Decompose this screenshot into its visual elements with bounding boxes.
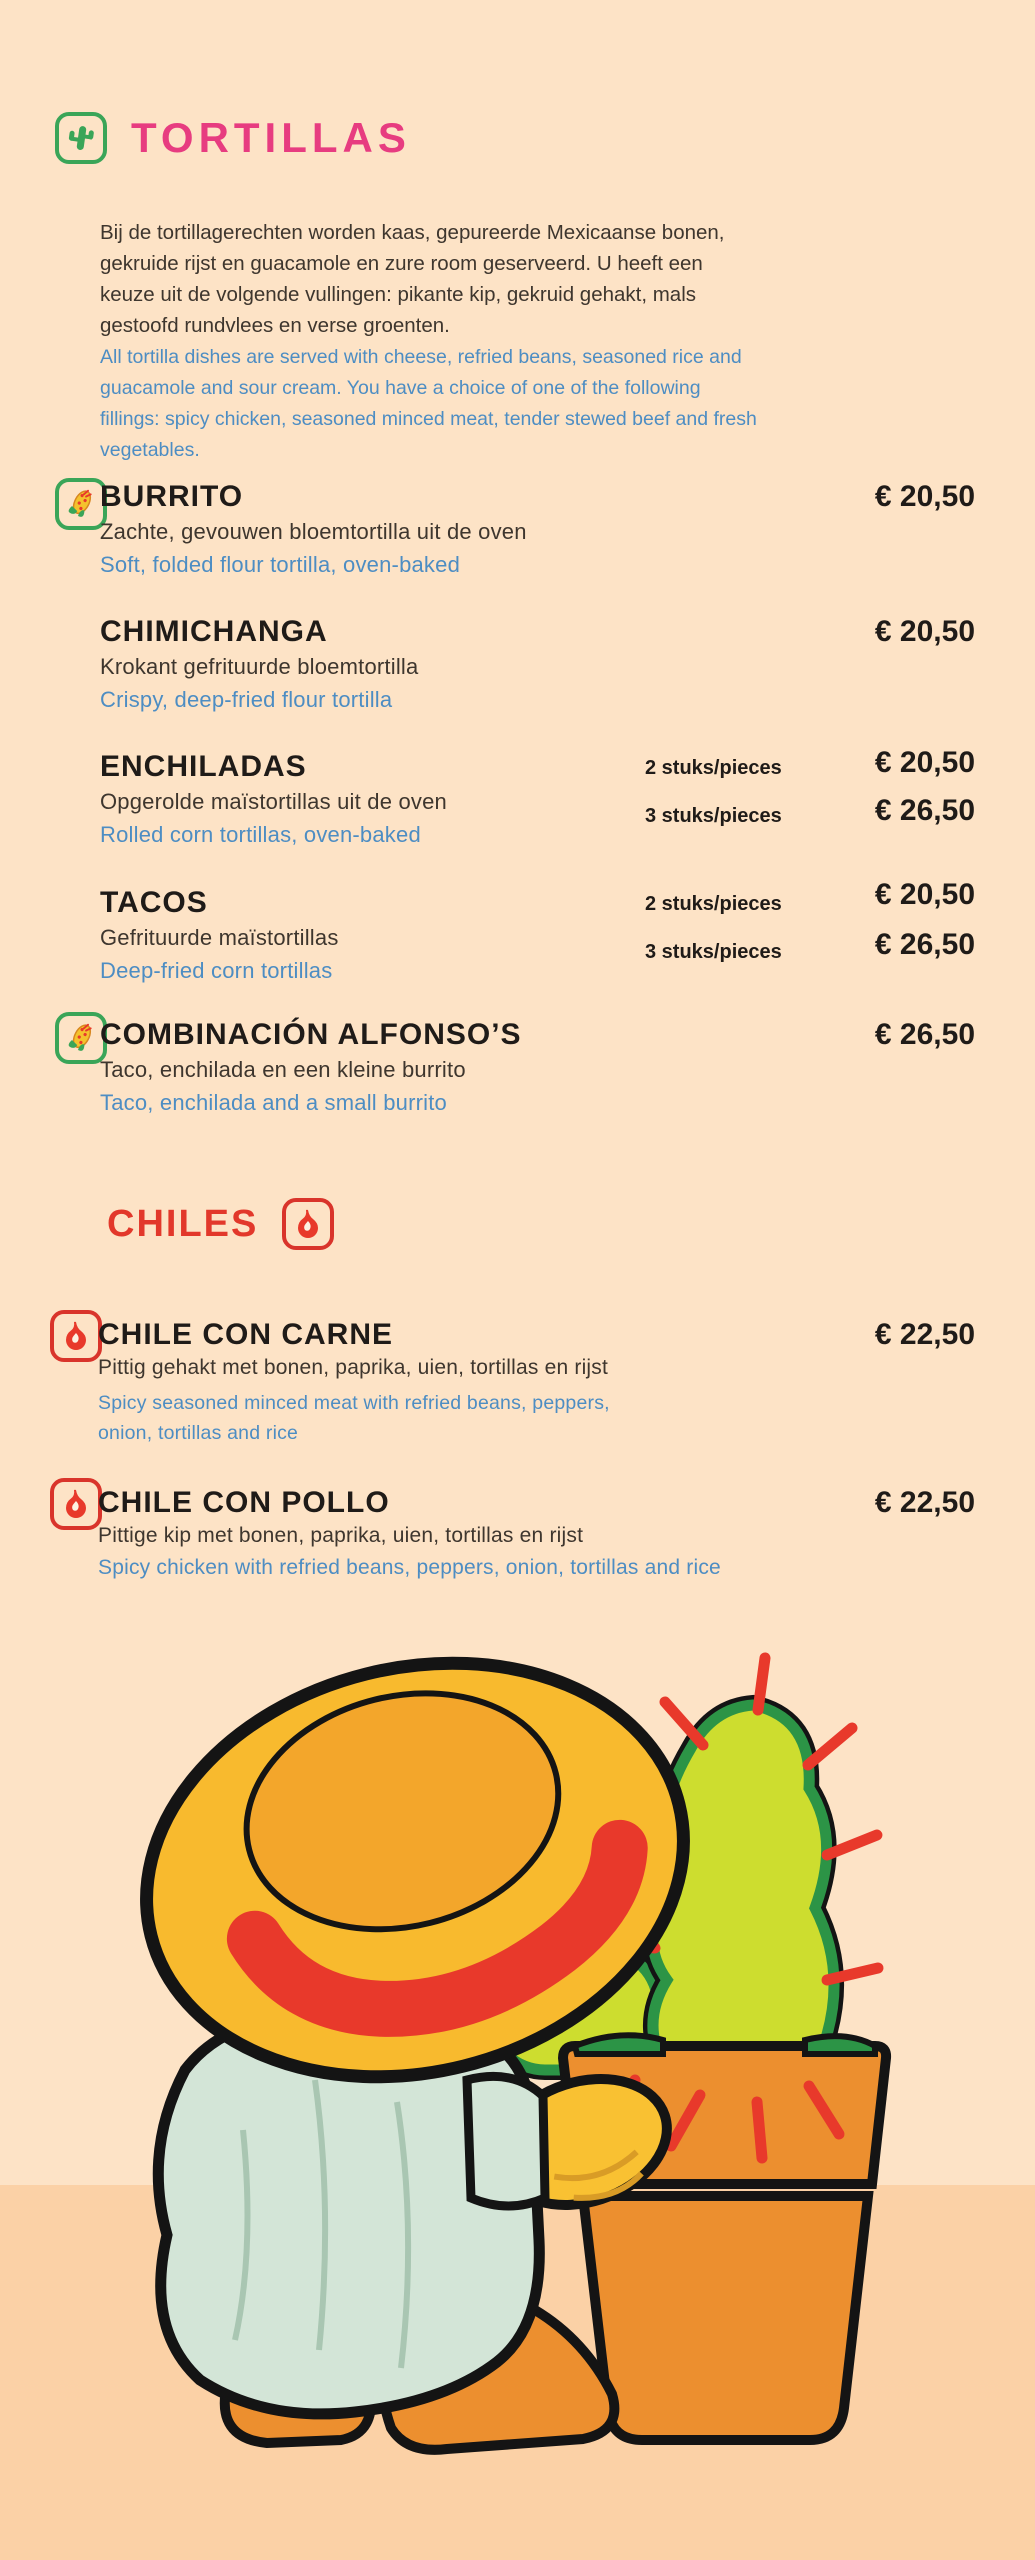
item-name: CHILE CON POLLO: [98, 1486, 390, 1519]
item-desc-english: Spicy seasoned minced meat with refried beans, peppers, onion, tortillas and rice: [98, 1392, 610, 1444]
flame-icon: [50, 1310, 102, 1362]
flame-icon: [282, 1198, 334, 1250]
item-desc-english: Deep-fried corn tortillas: [100, 958, 333, 983]
item-quantity-option: 3 stuks/pieces: [645, 941, 782, 963]
cactus-icon: [55, 112, 107, 164]
item-desc-dutch: Krokant gefrituurde bloemtortilla: [100, 654, 419, 679]
item-quantity-option: 2 stuks/pieces: [645, 893, 782, 915]
tortillas-section-header: [55, 112, 411, 164]
item-desc-dutch: Opgerolde maïstortillas uit de oven: [100, 789, 447, 814]
item-price: € 20,50: [874, 746, 975, 779]
item-price: € 20,50: [874, 878, 975, 911]
item-price: € 26,50: [874, 928, 975, 961]
item-price: € 22,50: [874, 1318, 975, 1351]
tortillas-intro-dutch: Bij de tortillagerechten worden kaas, gepureerde Mexicaanse bonen, gekruide rijst en guacamole en zure room geserveerd. U heeft een keuze uit de volgende vullingen: pikante kip, gekruid gehakt, mals gestoofd rundvlees en verse groenten.: [100, 220, 725, 337]
item-desc-english: Taco, enchilada and a small burrito: [100, 1090, 447, 1115]
item-name: COMBINACIÓN ALFONSO’S: [100, 1018, 522, 1051]
item-name: ENCHILADAS: [100, 750, 307, 783]
item-name: TACOS: [100, 886, 208, 919]
item-desc-dutch: Zachte, gevouwen bloemtortilla uit de oven: [100, 519, 527, 544]
item-price: € 22,50: [874, 1486, 975, 1519]
item-price: € 20,50: [874, 480, 975, 513]
item-quantity-option: 3 stuks/pieces: [645, 805, 782, 827]
item-desc-dutch: Taco, enchilada en een kleine burrito: [100, 1057, 466, 1082]
item-desc-dutch: Pittige kip met bonen, paprika, uien, tortillas en rijst: [98, 1524, 584, 1547]
item-price: € 20,50: [874, 615, 975, 648]
tortillas-intro-english: All tortilla dishes are served with cheese, refried beans, seasoned rice and guacamole and sour cream. You have a choice of one of the following fillings: spicy chicken, seasoned minced meat, tender stewed beef and fresh vegetables.: [100, 345, 757, 461]
item-desc-dutch: Gefrituurde maïstortillas: [100, 925, 339, 950]
section-title-chiles: CHILES: [107, 1202, 259, 1245]
item-desc-english: Spicy chicken with refried beans, peppers, onion, tortillas and rice: [98, 1556, 721, 1579]
item-desc-english: Crispy, deep-fried flour tortilla: [100, 687, 393, 712]
item-price: € 26,50: [874, 1018, 975, 1051]
item-desc-english: Rolled corn tortillas, oven-baked: [100, 822, 421, 847]
item-desc-dutch: Pittig gehakt met bonen, paprika, uien, tortillas en rijst: [98, 1356, 609, 1379]
chiles-section-header: [107, 1198, 334, 1250]
item-price: € 26,50: [874, 794, 975, 827]
item-quantity-option: 2 stuks/pieces: [645, 757, 782, 779]
item-name: CHIMICHANGA: [100, 615, 328, 648]
section-title-tortillas: TORTILLAS: [131, 114, 411, 161]
item-desc-english: Soft, folded flour tortilla, oven-baked: [100, 552, 461, 577]
item-name: BURRITO: [100, 480, 244, 513]
flame-icon: [50, 1478, 102, 1530]
sombrero-cactus-illustration: [115, 1650, 915, 2465]
item-name: CHILE CON CARNE: [98, 1318, 394, 1351]
